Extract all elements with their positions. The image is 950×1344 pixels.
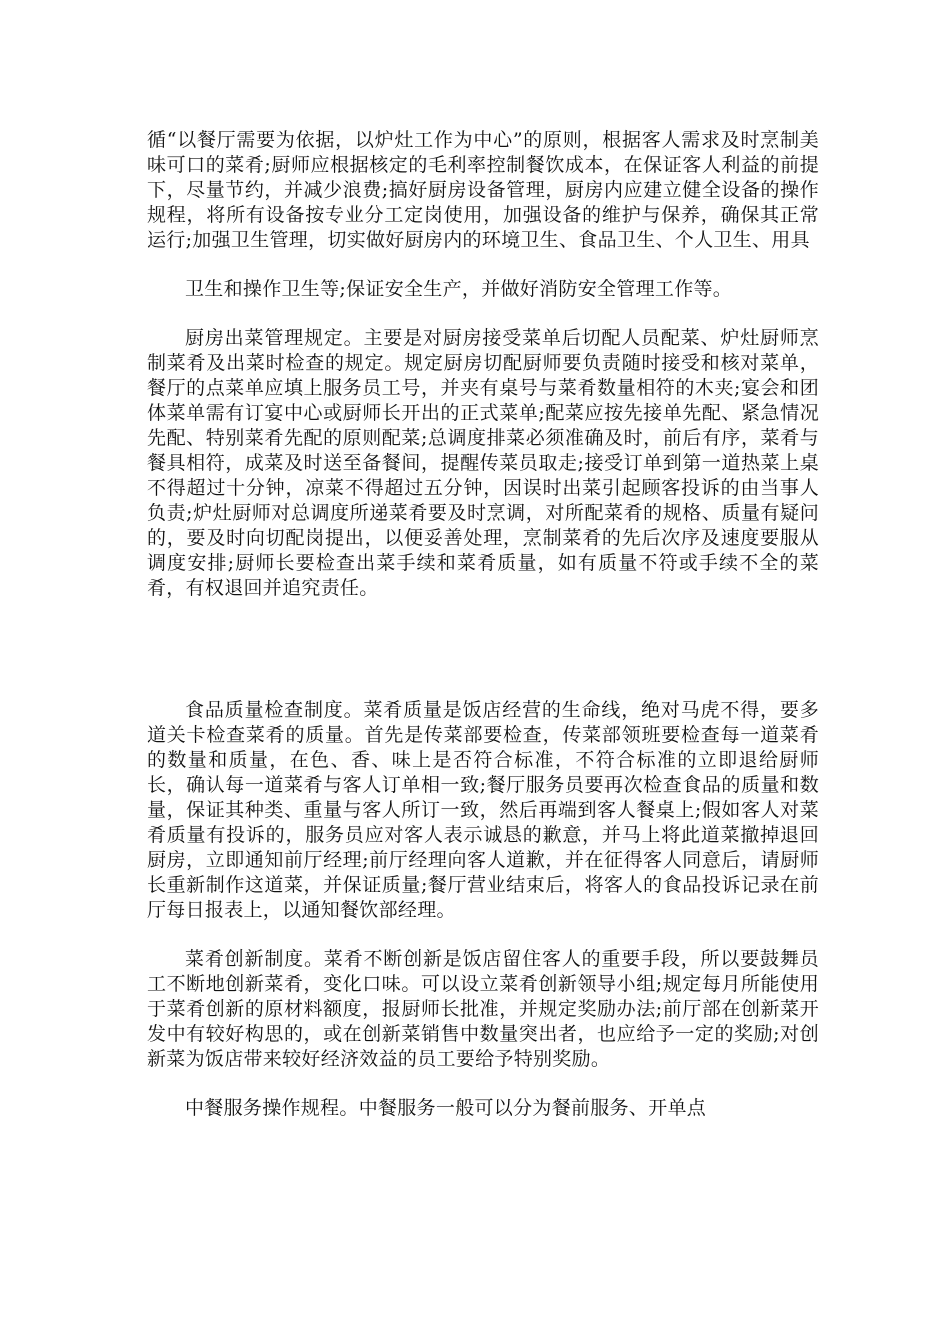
- paragraph-food-quality-inspection: 食品质量检查制度。菜肴质量是饭店经营的生命线，绝对马虎不得，要多道关卡检查菜肴的质量。首先是传菜部要检查，传菜部领班要检查每一道菜肴的数量和质量，在色、香、味上是否符合标准，不符合标准的立即退给厨师长，确认每一道菜肴与客人订单相一致;餐厅服务员要再次检查食品的质量和数量，保证其种类、重量与客人所订一致，然后再端到客人餐桌上;假如客人对菜肴质量有投诉的，服务员应对客人表示诚恳的歉意，并马上将此道菜撤掉退回厨房，立即通知前厅经理;前厅经理向客人道歉，并在征得客人同意后，请厨师长重新制作这道菜，并保证质量;餐厅营业结束后，将客人的食品投诉记录在前厅每日报表上，以通知餐饮部经理。: [147, 699, 819, 921]
- paragraph-dish-innovation: 菜肴创新制度。菜肴不断创新是饭店留住客人的重要手段，所以要鼓舞员工不断地创新菜肴，变化口味。可以设立菜肴创新领导小组;规定每月所能使用于菜肴创新的原材料额度，报厨师长批准，并规定奖励办法;前厅部在创新菜开发中有较好构思的，或在创新菜销售中数量突出者，也应给予一定的奖励;对创新菜为饭店带来较好经济效益的员工要给予特别奖励。: [147, 948, 819, 1070]
- paragraph-hygiene-safety: 卫生和操作卫生等;保证安全生产，并做好消防安全管理工作等。: [185, 278, 733, 300]
- paragraph-chinese-service-procedure: 中餐服务操作规程。中餐服务一般可以分为餐前服务、开单点: [185, 1097, 707, 1119]
- document-page: [147, 128, 819, 1121]
- paragraph-kitchen-serving-rules: 厨房出菜管理规定。主要是对厨房接受菜单后切配人员配菜、炉灶厨师烹制菜肴及出菜时检查的规定。规定厨房切配厨师要负责随时接受和核对菜单，餐厅的点菜单应填上服务员工号，并夹有桌号与菜肴数量相符的木夹;宴会和团体菜单需有订宴中心或厨师长开出的正式菜单;配菜应按先接单先配、紧急情况先配、特别菜肴先配的原则配菜;总调度排菜必须准确及时，前后有序，菜肴与餐具相符，成菜及时送至备餐间，提醒传菜员取走;接受订单到第一道热菜上桌不得超过十分钟，凉菜不得超过五分钟，因误时出菜引起顾客投诉的由当事人负责;炉灶厨师对总调度所递菜肴要及时烹调，对所配菜肴的规格、质量有疑问的，要及时向切配岗提出，以便妥善处理，烹制菜肴的先后次序及速度要服从调度安排;厨师长要检查出菜手续和菜肴质量，如有质量不符或手续不全的菜肴，有权退回并追究责任。: [147, 327, 819, 599]
- paragraph-continued: 循“以餐厅需要为依据，以炉灶工作为中心”的原则，根据客人需求及时烹制美味可口的菜肴;厨师应根据核定的毛利率控制餐饮成本，在保证客人利益的前提下，尽量节约，并减少浪费;搞好厨房设备管理，厨房内应建立健全设备的操作规程，将所有设备按专业分工定岗使用，加强设备的维护与保养，确保其正常运行;加强卫生管理，切实做好厨房内的环境卫生、食品卫生、个人卫生、用具: [147, 129, 819, 251]
